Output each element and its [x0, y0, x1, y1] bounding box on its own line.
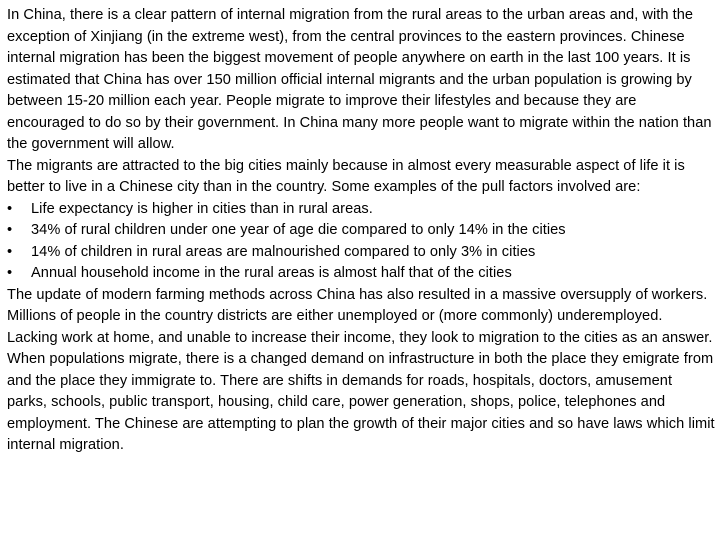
bullet-icon: •	[7, 265, 13, 281]
bullet-icon: •	[7, 243, 13, 260]
bullet-icon: •	[7, 222, 13, 238]
list-item-text: Life expectancy is higher in cities than in rural areas.	[31, 200, 373, 217]
bullet-icon: •	[7, 200, 13, 217]
list-item	[7, 220, 715, 242]
list-item	[7, 199, 715, 221]
list-item-text: 14% of children in rural areas are malnourished compared to only 3% in cities	[31, 243, 536, 260]
paragraph-infrastructure: When populations migrate, there is a changed demand on infrastructure in both the place they emigrate from and the place they immigrate to. There are shifts in demands for roads, hospitals, doctors, amusement parks, schools, public transport, housing, child care, power generation, shops, police, telephones and employment. The Chinese are attempting to plan the growth of their major cities and so have laws which limit internal migration.	[7, 351, 715, 453]
list-item	[7, 242, 715, 264]
paragraph-farming: The update of modern farming methods across China has also resulted in a massive oversupply of workers. Millions of people in the country districts are either unemployed or (more commonly) underemployed. Lacking work at home, and unable to increase their income, they look to migration to the cities as an answer.	[7, 286, 713, 346]
paragraph-pull-factors: The migrants are attracted to the big cities mainly because in almost every measurable aspect of life it is better to live in a Chinese city than in the country. Some examples of the pull factors involved are:	[7, 157, 685, 195]
paragraph-intro: In China, there is a clear pattern of internal migration from the rural areas to the urban areas and, with the exception of Xinjiang (in the extreme west), from the central provinces to the eastern provinces. Chinese internal migration has been the biggest movement of people anywhere on earth in the last 100 years. It is estimated that China has over 150 million official internal migrants and the urban population is growing by between 15-20 million each year. People migrate to improve their lifestyles and because they are encouraged to do so by their government. In China many more people want to migrate within the nation than the government will allow.	[7, 7, 712, 152]
list-item-text: Annual household income in the rural areas is almost half that of the cities	[31, 265, 512, 281]
document-body	[7, 5, 715, 457]
list-item	[7, 263, 715, 285]
pull-factors-list	[7, 199, 715, 285]
list-item-text: 34% of rural children under one year of age die compared to only 14% in the cities	[31, 222, 566, 238]
